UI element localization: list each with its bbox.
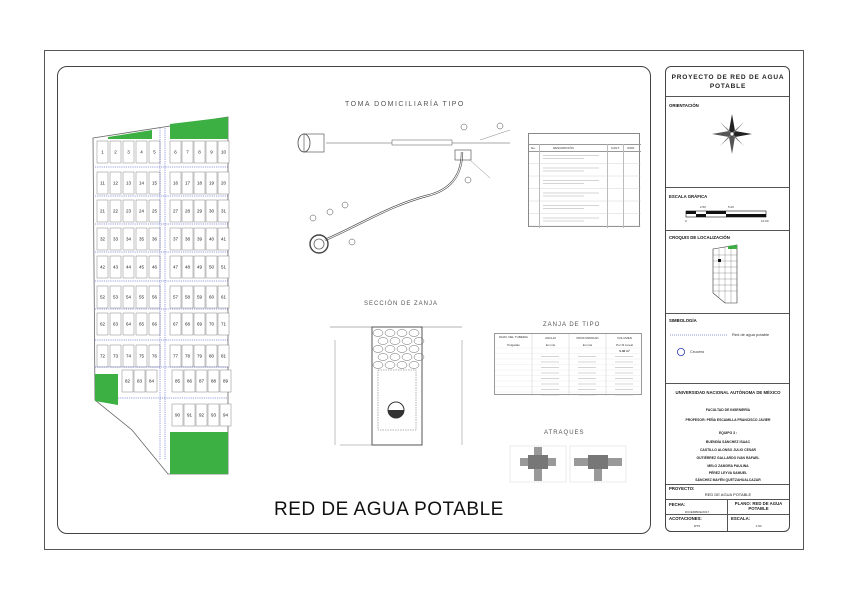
lot-number: 30 [208,208,215,214]
lot-number: 31 [220,208,227,214]
lot-number: 73 [112,353,119,359]
lot-number: 13 [125,180,132,186]
lot-number: 75 [138,353,145,359]
zanja-col-ancho: ANCHO [545,336,556,340]
lot-number: 33 [112,236,119,242]
proyecto-label: PROYECTO: [669,486,695,491]
lot-number: 52 [99,294,106,300]
lot-number: 36 [151,236,158,242]
lot-number: 9 [210,149,213,155]
simbologia-label: SIMBOLOGÍA [669,318,697,323]
lot-number: 18 [196,180,203,186]
scale-tick-3: 10.00 [761,219,769,223]
lot-number: 5 [153,149,156,155]
lot-number: 51 [220,264,227,270]
seccion-title: SECCIÓN DE ZANJA [364,301,439,307]
lot-number: 1 [101,149,104,155]
scale-tick-1: 2.50 [700,205,706,209]
atraques-title: ATRAQUES [544,430,585,436]
lot-number: 88 [210,378,217,384]
lot-number: 82 [124,378,131,384]
team-member: CASTILLO ALONSO JULIO CESAR [699,448,756,452]
team-member: SÁNCHEZ MAYÉN QUETZAHUALCAZAR [695,478,761,482]
equipo-label: EQUIPO 3 : [718,431,738,435]
lot-number: 34 [125,236,132,242]
lot-number: 8 [198,149,201,155]
team-member: MELO ZAMORA PAULINA [707,464,749,468]
lot-number: 81 [220,353,227,359]
lot-number: 55 [138,294,145,300]
lot-number: 72 [99,353,106,359]
lot-number: 20 [220,180,227,186]
lot-number: 94 [222,412,229,418]
university-name: UNIVERSIDAD NACIONAL AUTÓNOMA DE MÉXICO [675,390,781,395]
lot-number: 91 [186,412,193,418]
lot-number: 35 [138,236,145,242]
lot-number: 66 [151,321,158,327]
lot-number: 58 [184,294,191,300]
lot-number: 76 [151,353,158,359]
escala-grafica-label: ESCALA GRÁFICA [669,194,708,199]
lot-number: 93 [210,412,217,418]
zanja-col-diam: DIAM. DEL TUBERIA [499,335,528,339]
facultad-name: FACULTAD DE INGENIERÍA [705,408,751,412]
zanja-unit-vol: Por M Lineal [616,343,633,347]
lot-number: 47 [172,264,179,270]
symbol-network-line [670,333,730,337]
acotaciones-value: MTS [693,524,701,528]
lot-number: 38 [184,236,191,242]
main-title: RED DE AGUA POTABLE [274,499,504,520]
orientacion-label: ORIENTACIÓN [669,103,699,108]
lot-number: 21 [99,208,106,214]
crucero-symbol-icon [676,347,686,357]
plano-label: PLANO: RED DE AGUA POTABLE [734,501,783,511]
scale-tick-2: 5.00 [728,205,734,209]
escala-label: ESCALA: [731,516,751,521]
lot-number: 85 [174,378,181,384]
lot-number: 6 [174,149,177,155]
lot-number: 68 [184,321,191,327]
lot-number: 80 [208,353,215,359]
materials-col-desc: DESCRIPCIÓN [553,146,574,150]
croquis-label: CROQUIS DE LOCALIZACIÓN [669,235,730,240]
lot-number: 83 [136,378,143,384]
lot-number: 17 [184,180,191,186]
lot-number: 90 [174,412,181,418]
escala-value: 1:50 [755,524,762,528]
lot-number: 4 [140,149,143,155]
project-title: PROYECTO DE RED DE AGUA POTABLE [671,74,785,90]
lot-number: 60 [208,294,215,300]
symbol-red-label: Red de agua potable [732,332,770,337]
zanja-title: ZANJA DE TIPO [543,322,601,328]
lot-number: 19 [208,180,215,186]
lot-number: 70 [208,321,215,327]
lot-number: 3 [127,149,130,155]
zanja-col-prof: PROFUNDIDAD [576,336,599,340]
lot-number: 25 [151,208,158,214]
materials-col-cant: CANT. [611,146,620,150]
lot-number: 14 [138,180,145,186]
lot-number: 42 [99,264,106,270]
lot-number: 48 [184,264,191,270]
lot-number: 61 [220,294,227,300]
team-member: BUENDÍA SÁNCHEZ ISAAC [705,440,751,444]
lot-number: 7 [186,149,189,155]
lot-number: 12 [112,180,119,186]
lot-number: 49 [196,264,203,270]
lot-number: 65 [138,321,145,327]
symbol-crucero-label: Crucero [690,349,705,354]
lot-number: 39 [196,236,203,242]
lot-number: 62 [99,321,106,327]
fecha-label: FECHA: [669,502,686,507]
lot-number: 11 [100,180,105,186]
lot-number: 54 [125,294,132,300]
acotaciones-label: ACOTACIONES: [669,516,702,521]
zanja-first-volume: 0.36 m³ [619,349,630,353]
lot-number: 16 [172,180,179,186]
zanja-unit-ancho: En mts [545,343,556,347]
toma-title: TOMA DOMICILIARÍA TIPO [345,101,465,108]
lot-number: 67 [172,321,179,327]
lot-number: 86 [186,378,193,384]
lot-number: 53 [112,294,119,300]
zanja-col-vol: VOLUMEN [617,336,632,340]
lot-number: 45 [138,264,145,270]
lot-number: 2 [114,149,117,155]
lot-number: 28 [184,208,191,214]
fecha-value: DICIEMBRE/2017 [684,510,710,514]
location-sketch [711,245,741,305]
lot-number: 79 [196,353,203,359]
lot-number: 84 [148,378,155,384]
lot-number: 87 [198,378,205,384]
lot-number: 92 [198,412,205,418]
materials-col-unid: UNID. [627,146,636,150]
lot-number: 74 [125,353,132,359]
lot-number: 22 [112,208,119,214]
lot-number: 41 [220,236,227,242]
lot-number: 23 [125,208,132,214]
lot-number: 71 [220,321,227,327]
lot-number: 50 [208,264,215,270]
proyecto-value: RED DE AGUA POTABLE [704,492,752,497]
lot-number: 69 [196,321,203,327]
lot-number: 56 [151,294,158,300]
profesor-name: PROFESOR: PEÑA ESCAMILLA FRANCISCO JAVIER [685,418,771,422]
lot-number: 59 [196,294,203,300]
zanja-unit-diam: Pulgadas [507,343,520,347]
lot-number: 63 [112,321,119,327]
lot-number: 15 [151,180,158,186]
lot-number: 78 [184,353,191,359]
lot-number: 29 [196,208,203,214]
team-member: PÉREZ LEYVA SAMUEL [708,471,748,475]
lot-number: 24 [138,208,145,214]
lot-number: 43 [112,264,119,270]
zanja-unit-prof: En mts [582,343,593,347]
lot-number: 32 [99,236,106,242]
team-member: GUTIÉRREZ GALLARDO IVAN RAFAEL [696,456,760,460]
lot-number: 57 [172,294,179,300]
scale-tick-0: 0 [685,219,687,223]
lot-number: 64 [125,321,132,327]
lot-number: 89 [222,378,229,384]
lot-number: 40 [208,236,215,242]
lot-number: 44 [125,264,132,270]
lot-number: 77 [172,353,179,359]
materials-col-no: No. [531,146,536,150]
lot-number: 37 [172,236,179,242]
lot-number: 10 [220,149,227,155]
compass-icon [712,114,752,154]
lot-number: 27 [172,208,179,214]
lot-number: 46 [151,264,158,270]
